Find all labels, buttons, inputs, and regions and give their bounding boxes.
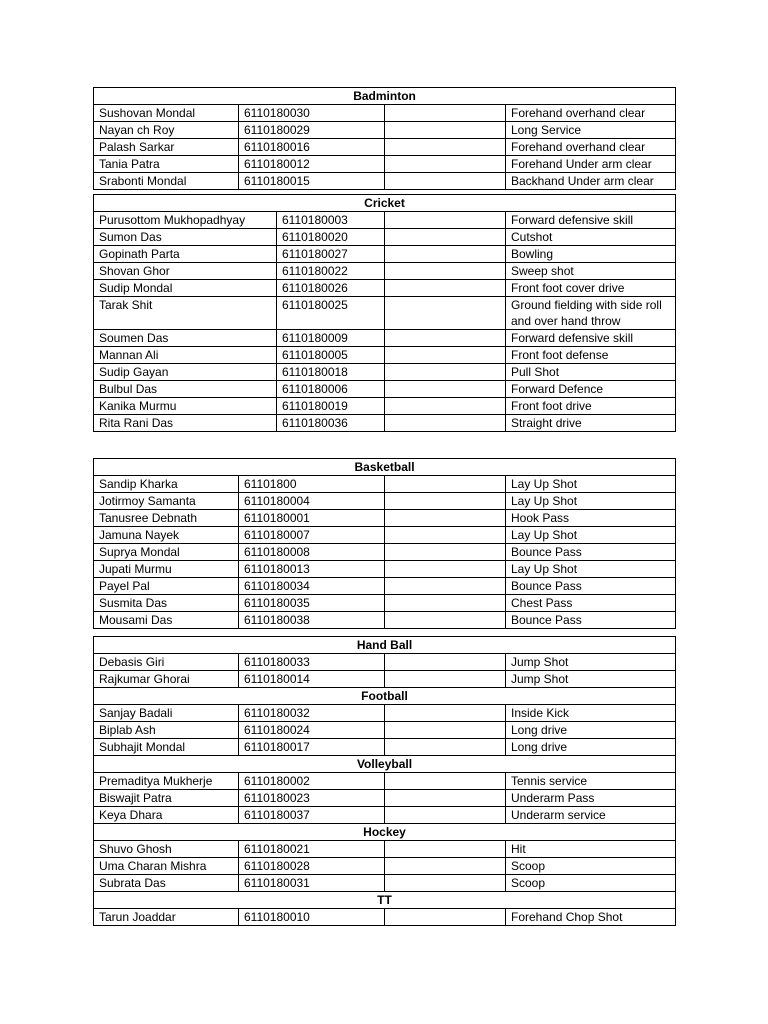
table-row [94,493,676,510]
student-name-cell: Mannan Ali [94,347,277,364]
skill-cell: Inside Kick [506,705,676,722]
section-title: TT [94,892,676,909]
table-row [94,246,676,263]
table-row [94,280,676,297]
table-row [94,229,676,246]
roll-number-cell: 6110180001 [239,510,385,527]
table-row [94,858,676,875]
section-header-row [94,892,676,909]
section-header-row [94,637,676,654]
student-name-cell: Biswajit Patra [94,790,239,807]
roll-number-cell: 6110180026 [277,280,385,297]
roll-number-cell: 6110180013 [239,561,385,578]
skill-cell: Hook Pass [506,510,676,527]
blank-cell [385,330,506,347]
roll-number-cell: 6110180005 [277,347,385,364]
blank-cell [385,381,506,398]
blank-cell [385,510,506,527]
skill-cell: Forward defensive skill [506,330,676,347]
roll-number-cell: 6110180007 [239,527,385,544]
table-row [94,807,676,824]
section-header-row [94,88,676,105]
blank-cell [385,595,506,612]
section-title: Badminton [94,88,676,105]
roll-number-cell: 6110180003 [277,212,385,229]
student-name-cell: Subrata Das [94,875,239,892]
student-name-cell: Uma Charan Mishra [94,858,239,875]
table-row [94,105,676,122]
blank-cell [385,139,506,156]
roll-number-cell: 6110180022 [277,263,385,280]
skill-cell: Lay Up Shot [506,561,676,578]
blank-cell [385,705,506,722]
table-row [94,398,676,415]
table-row [94,212,676,229]
roll-number-cell: 6110180015 [239,173,385,190]
blank-cell [385,790,506,807]
roll-number-cell: 6110180019 [277,398,385,415]
sports-skill-table [93,458,676,629]
student-name-cell: Biplab Ash [94,722,239,739]
table-row [94,415,676,432]
skill-cell: Chest Pass [506,595,676,612]
blank-cell [385,807,506,824]
skill-cell: Cutshot [506,229,676,246]
skill-cell: Scoop [506,875,676,892]
student-name-cell: Subhajit Mondal [94,739,239,756]
table-row [94,173,676,190]
table-row [94,139,676,156]
student-name-cell: Gopinath Parta [94,246,277,263]
skill-cell: Underarm service [506,807,676,824]
table-row [94,722,676,739]
roll-number-cell: 6110180036 [277,415,385,432]
blank-cell [385,722,506,739]
blank-cell [385,263,506,280]
student-name-cell: Sanjay Badali [94,705,239,722]
roll-number-cell: 6110180021 [239,841,385,858]
blank-cell [385,858,506,875]
table-row [94,330,676,347]
student-name-cell: Sudip Gayan [94,364,277,381]
student-name-cell: Palash Sarkar [94,139,239,156]
student-name-cell: Tarak Shit [94,297,277,330]
skill-cell: Hit [506,841,676,858]
table-row [94,561,676,578]
student-name-cell: Susmita Das [94,595,239,612]
sports-skill-table [93,87,676,190]
student-name-cell: Nayan ch Roy [94,122,239,139]
roll-number-cell: 6110180008 [239,544,385,561]
blank-cell [385,612,506,629]
table-row [94,156,676,173]
blank-cell [385,347,506,364]
section-title: Hand Ball [94,637,676,654]
blank-cell [385,671,506,688]
roll-number-cell: 6110180018 [277,364,385,381]
skill-cell: Sweep shot [506,263,676,280]
roll-number-cell: 6110180037 [239,807,385,824]
roll-number-cell: 6110180012 [239,156,385,173]
skill-cell: Lay Up Shot [506,476,676,493]
roll-number-cell: 6110180032 [239,705,385,722]
table-row [94,739,676,756]
roll-number-cell: 6110180009 [277,330,385,347]
blank-cell [385,246,506,263]
table-row [94,595,676,612]
skill-cell: Forehand overhand clear [506,139,676,156]
blank-cell [385,398,506,415]
table-row [94,476,676,493]
skill-cell: Lay Up Shot [506,493,676,510]
student-name-cell: Suprya Mondal [94,544,239,561]
section-title: Basketball [94,459,676,476]
skill-cell: Scoop [506,858,676,875]
table-row [94,381,676,398]
student-name-cell: Debasis Giri [94,654,239,671]
skill-cell: Long drive [506,739,676,756]
table-row [94,527,676,544]
skill-cell: Ground fielding with side roll and over hand throw [506,297,676,330]
blank-cell [385,544,506,561]
skill-cell: Bounce Pass [506,612,676,629]
student-name-cell: Tarun Joaddar [94,909,239,926]
table-row [94,841,676,858]
student-name-cell: Jamuna Nayek [94,527,239,544]
table-row [94,909,676,926]
section-header-row [94,824,676,841]
blank-cell [385,156,506,173]
blank-cell [385,493,506,510]
student-name-cell: Premaditya Mukherje [94,773,239,790]
student-name-cell: Rajkumar Ghorai [94,671,239,688]
student-name-cell: Bulbul Das [94,381,277,398]
roll-number-cell: 6110180023 [239,790,385,807]
blank-cell [385,280,506,297]
roll-number-cell: 6110180028 [239,858,385,875]
section-title: Football [94,688,676,705]
roll-number-cell: 6110180025 [277,297,385,330]
blank-cell [385,364,506,381]
roll-number-cell: 6110180017 [239,739,385,756]
roll-number-cell: 6110180006 [277,381,385,398]
blank-cell [385,212,506,229]
roll-number-cell: 6110180010 [239,909,385,926]
blank-cell [385,875,506,892]
blank-cell [385,173,506,190]
skill-cell: Jump Shot [506,654,676,671]
blank-cell [385,122,506,139]
roll-number-cell: 6110180027 [277,246,385,263]
student-name-cell: Jupati Murmu [94,561,239,578]
student-name-cell: Jotirmoy Samanta [94,493,239,510]
roll-number-cell: 61101800 [239,476,385,493]
section-header-row [94,195,676,212]
skill-cell: Bounce Pass [506,578,676,595]
table-row [94,364,676,381]
blank-cell [385,415,506,432]
table-row [94,347,676,364]
skill-cell: Front foot cover drive [506,280,676,297]
table-row [94,705,676,722]
skill-cell: Jump Shot [506,671,676,688]
blank-cell [385,476,506,493]
sports-skill-table [93,194,676,432]
student-name-cell: Shovan Ghor [94,263,277,280]
skill-cell: Forehand Under arm clear [506,156,676,173]
skill-cell: Front foot defense [506,347,676,364]
student-name-cell: Tanusree Debnath [94,510,239,527]
sports-skill-table [93,636,676,926]
roll-number-cell: 6110180034 [239,578,385,595]
skill-cell: Straight drive [506,415,676,432]
table-row [94,790,676,807]
skill-cell: Backhand Under arm clear [506,173,676,190]
skill-cell: Forward Defence [506,381,676,398]
blank-cell [385,527,506,544]
roll-number-cell: 6110180031 [239,875,385,892]
blank-cell [385,578,506,595]
table-row [94,122,676,139]
student-name-cell: Sushovan Mondal [94,105,239,122]
blank-cell [385,773,506,790]
student-name-cell: Rita Rani Das [94,415,277,432]
section-title: Cricket [94,195,676,212]
student-name-cell: Payel Pal [94,578,239,595]
table-row [94,654,676,671]
skill-cell: Front foot drive [506,398,676,415]
table-row [94,297,676,330]
roll-number-cell: 6110180024 [239,722,385,739]
student-name-cell: Kanika Murmu [94,398,277,415]
section-header-row [94,459,676,476]
student-name-cell: Sumon Das [94,229,277,246]
roll-number-cell: 6110180035 [239,595,385,612]
table-row [94,875,676,892]
blank-cell [385,654,506,671]
skill-cell: Forehand overhand clear [506,105,676,122]
table-row [94,671,676,688]
student-name-cell: Purusottom Mukhopadhyay [94,212,277,229]
blank-cell [385,297,506,330]
student-name-cell: Mousami Das [94,612,239,629]
student-name-cell: Keya Dhara [94,807,239,824]
section-title: Hockey [94,824,676,841]
section-title: Volleyball [94,756,676,773]
skill-cell: Forward defensive skill [506,212,676,229]
skill-cell: Long drive [506,722,676,739]
roll-number-cell: 6110180016 [239,139,385,156]
roll-number-cell: 6110180004 [239,493,385,510]
roll-number-cell: 6110180038 [239,612,385,629]
student-name-cell: Sandip Kharka [94,476,239,493]
blank-cell [385,105,506,122]
student-name-cell: Tania Patra [94,156,239,173]
student-name-cell: Srabonti Mondal [94,173,239,190]
table-row [94,773,676,790]
skill-cell: Tennis service [506,773,676,790]
roll-number-cell: 6110180020 [277,229,385,246]
student-name-cell: Soumen Das [94,330,277,347]
table-row [94,612,676,629]
blank-cell [385,561,506,578]
student-name-cell: Sudip Mondal [94,280,277,297]
skill-cell: Long Service [506,122,676,139]
roll-number-cell: 6110180029 [239,122,385,139]
blank-cell [385,739,506,756]
roll-number-cell: 6110180014 [239,671,385,688]
roll-number-cell: 6110180033 [239,654,385,671]
blank-cell [385,841,506,858]
roll-number-cell: 6110180030 [239,105,385,122]
table-row [94,263,676,280]
section-header-row [94,756,676,773]
skill-cell: Bowling [506,246,676,263]
roll-number-cell: 6110180002 [239,773,385,790]
student-name-cell: Shuvo Ghosh [94,841,239,858]
table-row [94,510,676,527]
skill-cell: Forehand Chop Shot [506,909,676,926]
table-row [94,578,676,595]
section-header-row [94,688,676,705]
skill-cell: Lay Up Shot [506,527,676,544]
skill-cell: Bounce Pass [506,544,676,561]
skill-cell: Pull Shot [506,364,676,381]
table-row [94,544,676,561]
skill-cell: Underarm Pass [506,790,676,807]
blank-cell [385,229,506,246]
blank-cell [385,909,506,926]
